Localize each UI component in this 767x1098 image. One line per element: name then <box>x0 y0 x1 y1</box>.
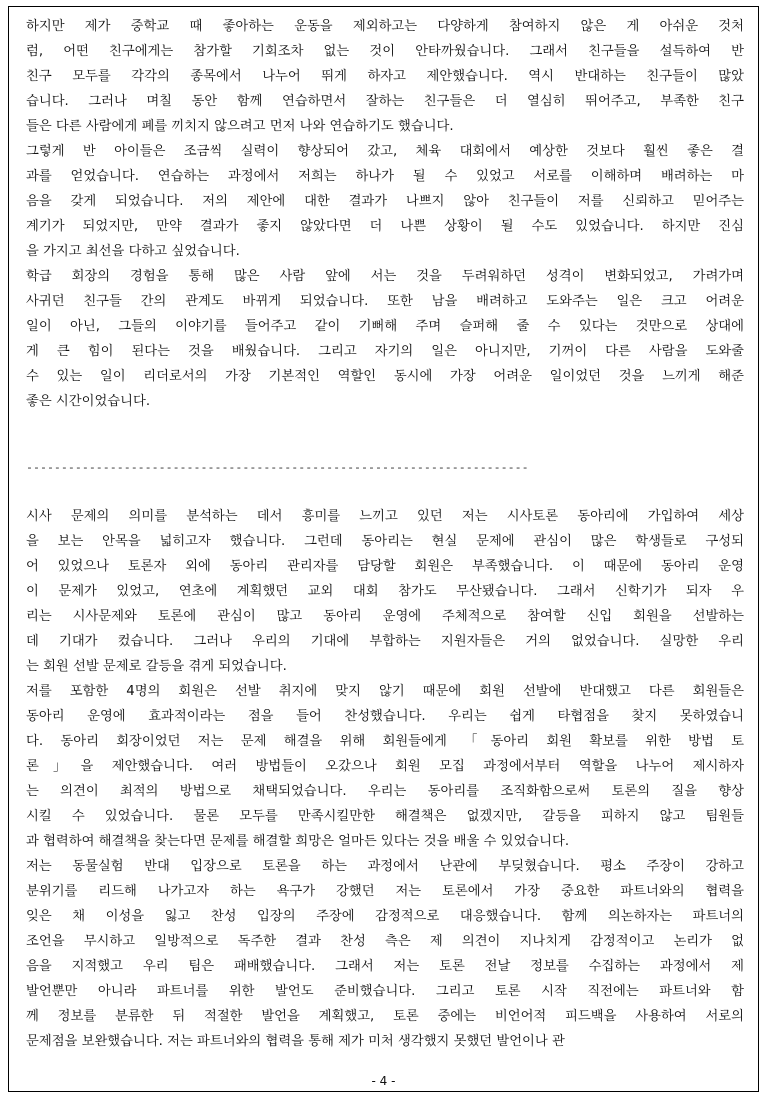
paragraph-line: 께 정보를 분류한 뒤 적절한 발언을 계획했고, 토론 중에는 비언어적 피드백을 사용하여 서로의 <box>26 1009 744 1024</box>
paragraph-line: 조언을 무시하고 일방적으로 독주한 결과 찬성 측은 제 의견이 지나치게 감정적이고 논리가 없 <box>26 934 744 949</box>
essay-section-debate-club <box>26 504 744 1054</box>
document-page <box>8 6 759 1092</box>
paragraph-line: 문제점을 보완했습니다. 저는 파트너와의 협력을 통해 제가 미처 생각했지 못했던 발언이나 관 <box>26 1034 565 1049</box>
paragraph-line: 이 문제가 있었고, 연초에 계획했던 교외 대회 참가도 무산됐습니다. 그래서 신학기가 되자 우 <box>26 584 744 599</box>
paragraph-line: 시킬 수 있었습니다. 물론 모두를 만족시킬만한 해결책은 없겠지만, 갈등을 피하지 않고 팀원들 <box>26 809 744 824</box>
paragraph-line: 수 있는 일이 리더로서의 가장 기본적인 역할인 동시에 가장 어려운 일이었던 것을 느끼게 해준 <box>26 369 744 384</box>
paragraph-line: 하지만 제가 중학교 때 좋아하는 운동을 제외하고는 다양하게 참여하지 않은 게 아쉬운 것처 <box>26 19 744 34</box>
paragraph-line: 럼, 어떤 친구에게는 참가할 기회조차 없는 것이 안타까웠습니다. 그래서 친구들을 설득하여 반 <box>26 44 744 59</box>
paragraph-line: 게 큰 힘이 된다는 것을 배웠습니다. 그리고 자기의 일은 아니지만, 기꺼이 다른 사람을 도와줄 <box>26 344 744 359</box>
paragraph-line: 습니다. 그러나 며칠 동안 함께 연습하면서 잘하는 친구들은 더 열심히 뛰어주고, 부족한 친구 <box>26 94 744 109</box>
paragraph-line: 들은 다른 사람에게 폐를 끼치지 않으려고 먼저 나와 연습하기도 했습니다. <box>26 119 454 134</box>
paragraph-line: 론」을 제안했습니다. 여러 방법들이 오갔으나 회원 모집 과정에서부터 역할을 나누어 제시하자 <box>26 759 744 774</box>
paragraph-line: 과를 얻었습니다. 연습하는 과정에서 저희는 하나가 될 수 있었고 서로를 이해하며 배려하는 마 <box>26 169 744 184</box>
paragraph-line: 는 회원 선발 문제로 갈등을 겪게 되었습니다. <box>26 659 287 674</box>
section-divider: ------------------------------------------------------------------------ <box>26 460 529 474</box>
paragraph-line: 음을 갖게 되었습니다. 저의 제안에 대한 결과가 나쁘지 않아 친구들이 저를 신뢰하고 믿어주는 <box>26 194 744 209</box>
paragraph-line: 좋은 시간이었습니다. <box>26 394 151 409</box>
paragraph-line: 는 의견이 최적의 방법으로 채택되었습니다. 우리는 동아리를 조직화함으로써 토론의 질을 향상 <box>26 784 744 799</box>
paragraph-line: 사귀던 친구들 간의 관계도 바뀌게 되었습니다. 또한 남을 배려하고 도와주는 일은 크고 어려운 <box>26 294 744 309</box>
paragraph-line: 계기가 되었지만, 만약 결과가 좋지 않았다면 더 나쁜 상황이 될 수도 있었습니다. 하지만 진심 <box>26 219 744 234</box>
paragraph-line: 다. 동아리 회장이었던 저는 문제 해결을 위해 회원들에게 「동아리 회원 확보를 위한 방법 토 <box>26 734 744 749</box>
paragraph-line: 음을 지적했고 우리 팀은 패배했습니다. 그래서 저는 토론 전날 정보를 수집하는 과정에서 제 <box>26 959 744 974</box>
paragraph-line: 일이 아닌, 그들의 이야기를 들어주고 같이 기뻐해 주며 슬퍼해 줄 수 있다는 것만으로 상대에 <box>26 319 744 334</box>
paragraph-line: 그렇게 반 아이들은 조금씩 실력이 향상되어 갔고, 체육 대회에서 예상한 것보다 훨씬 좋은 결 <box>26 144 744 159</box>
essay-section-class-president <box>26 14 744 414</box>
paragraph-line: 분위기를 리드해 나가고자 하는 욕구가 강했던 저는 토론에서 가장 중요한 파트너와의 협력을 <box>26 884 744 899</box>
paragraph-line: 과 협력하여 해결책을 찾는다면 문제를 해결할 희망은 얼마든 있다는 것을 배울 수 있었습니다. <box>26 834 570 849</box>
paragraph-line: 저를 포함한 4명의 회원은 선발 취지에 맞지 않기 때문에 회원 선발에 반대했고 다른 회원들은 <box>26 684 744 699</box>
paragraph-line: 리는 시사문제와 토론에 관심이 많고 동아리 운영에 주체적으로 참여할 신입 회원을 선발하는 <box>26 609 744 624</box>
paragraph-line: 잊은 채 이성을 잃고 찬성 입장의 주장에 감정적으로 대응했습니다. 함께 의논하자는 파트너의 <box>26 909 744 924</box>
page-number: - 4 - <box>371 1074 396 1088</box>
paragraph-line: 시사 문제의 의미를 분석하는 데서 흥미를 느끼고 있던 저는 시사토론 동아리에 가입하여 세상 <box>26 509 744 524</box>
paragraph-line: 발언뿐만 아니라 파트너를 위한 발언도 준비했습니다. 그리고 토론 시작 직전에는 파트너와 함 <box>26 984 744 999</box>
paragraph-line: 친구 모두를 각각의 종목에서 나누어 뛰게 하자고 제안했습니다. 역시 반대하는 친구들이 많았 <box>26 69 744 84</box>
paragraph-line: 을 보는 안목을 넓히고자 했습니다. 그런데 동아리는 현실 문제에 관심이 많은 학생들로 구성되 <box>26 534 744 549</box>
paragraph-line: 동아리 운영에 효과적이라는 점을 들어 찬성했습니다. 우리는 쉽게 타협점을 찾지 못하였습니 <box>26 709 744 724</box>
paragraph-line: 저는 동물실험 반대 입장으로 토론을 하는 과정에서 난관에 부딪혔습니다. 평소 주장이 강하고 <box>26 859 744 874</box>
paragraph-line: 데 기대가 컸습니다. 그러나 우리의 기대에 부합하는 지원자들은 거의 없었습니다. 실망한 우리 <box>26 634 744 649</box>
paragraph-line: 학급 회장의 경험을 통해 많은 사람 앞에 서는 것을 두려워하던 성격이 변화되었고, 가려가며 <box>26 269 744 284</box>
paragraph-line: 어 있었으나 토론자 외에 동아리 관리자를 담당할 회원은 부족했습니다. 이 때문에 동아리 운영 <box>26 559 744 574</box>
paragraph-line: 을 가지고 최선을 다하고 싶었습니다. <box>26 244 240 259</box>
